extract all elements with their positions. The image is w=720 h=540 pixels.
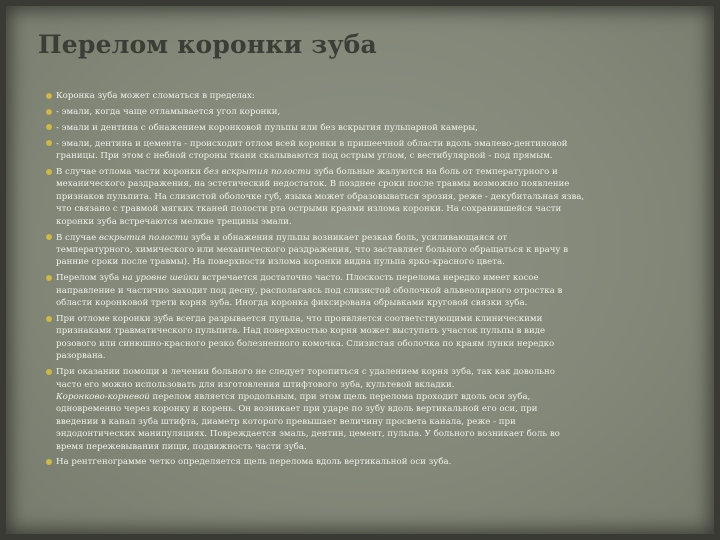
text-segment: При отломе коронки зуба всегда разрывается пульпа, что проявляется соответствующими клиническими (56, 314, 543, 324)
bullet-line (56, 244, 674, 256)
emphasized-text: на уровне шейки (122, 273, 200, 284)
bullet-line (56, 166, 674, 178)
text-segment: границы. При этом с небной стороны ткани скалываются под острым углом, с вестибулярной - под прямым. (56, 151, 553, 162)
text-segment: часто его можно использовать для изготовления штифтового зуба, культевой вкладки. (56, 379, 455, 390)
bullet-line (56, 272, 674, 284)
text-segment: разорвана. (56, 351, 106, 362)
text-segment: В случае (56, 232, 99, 243)
text-segment: - эмали, дентина и цемента - происходит отлом всей коронки в пришеечной области вдоль эмалево-дентиновой (56, 138, 568, 149)
bullet-item (46, 313, 674, 363)
bullet-line (56, 366, 674, 378)
emphasized-text: вскрытия полости (99, 232, 189, 243)
bullet-item (46, 138, 674, 163)
text-segment: коронки зуба встречаются мелкие трещины эмали. (56, 216, 292, 227)
text-segment: На рентгенограмме четко определяется щель перелома вдоль вертикальной оси зуба. (56, 457, 452, 468)
text-segment: зуба и обнажения пульпы возникает резкая боль, усиливающаяся от (188, 232, 508, 243)
bullet-line (56, 178, 674, 190)
text-segment: время пережевывания пищи, подвижность части зуба. (56, 441, 307, 452)
text-segment: Перелом зуба (56, 273, 122, 284)
bullet-line (56, 90, 674, 102)
bullet-line (56, 297, 674, 309)
emphasized-text: без вскрытия полости (203, 167, 311, 178)
bullet-line (56, 106, 674, 118)
bullet-line (56, 428, 674, 440)
text-segment: зуба больные жалуются на боль от температурного и (310, 167, 558, 178)
text-segment: - эмали, когда чаще отламывается угол коронки, (56, 106, 281, 117)
text-segment: что связано с травмой мягких тканей полости рта острыми краями излома коронки. На сохранившейся части (56, 204, 562, 215)
bullet-icon (46, 140, 52, 146)
bullet-list (46, 90, 674, 472)
text-segment: Коронка зуба может сломаться в пределах: (56, 91, 255, 101)
text-segment: ранние сроки после травмы). На поверхности излома коронки видна пульпа ярко-красного цвета. (56, 257, 505, 268)
bullet-line (56, 122, 674, 134)
bullet-icon (46, 316, 52, 322)
bullet-line (56, 313, 674, 325)
bullet-item (46, 232, 674, 269)
bullet-icon (46, 234, 52, 240)
bullet-line (56, 191, 674, 203)
text-segment: температурного, химического или механического раздражения, что заставляет больного обращаться к врачу в (56, 244, 569, 255)
bullet-line (56, 138, 674, 150)
text-segment: эндодонтических манипуляциях. Повреждается эмаль, дентин, цемент, пульпа. У больного возникает боль во (56, 429, 560, 440)
text-segment: признаков пульпита. На слизистой оболочке губ, языка может образовываться эрозия, реже - декубитальная язва, (56, 191, 585, 202)
bullet-line (56, 391, 674, 403)
text-segment: перелом является продольным, при этом щель перелома проходит вдоль оси зуба, (149, 391, 531, 402)
bullet-line (56, 456, 674, 468)
text-segment: розового или синюшно-красного резко болезненного комочка. Слизистая оболочка по краям лунки нередко (56, 338, 555, 349)
bullet-line (56, 285, 674, 297)
bullet-line (56, 441, 674, 453)
text-segment: одновременно через коронку и корень. Он возникает при ударе по зубу вдоль вертикальной его оси, при (56, 404, 538, 415)
bullet-line (56, 325, 674, 337)
text-segment: В случае отлома части коронки (56, 167, 204, 178)
text-segment: встречается достаточно часто. Плоскость перелома нередко имеет косое (199, 273, 539, 284)
bullet-item (46, 456, 674, 468)
text-segment: механического раздражения, на эстетический недостаток. В позднее сроки после травмы возможно появление (56, 179, 570, 190)
bullet-line (56, 150, 674, 162)
bullet-icon (46, 169, 52, 175)
text-segment: направление и частично заходит под десну, располагаясь под слизистой оболочкой альвеолярного отростка в (56, 285, 563, 296)
bullet-item (46, 106, 674, 118)
bullet-item (46, 272, 674, 309)
text-segment: области коронковой трети корня зуба. Иногда коронка фиксирована обрывками круговой связки зуба. (56, 298, 528, 309)
text-segment: При оказании помощи и лечении больного не следует торопиться с удалением корня зуба, так как довольно (56, 367, 555, 378)
bullet-line (56, 256, 674, 268)
bullet-line (56, 338, 674, 350)
bullet-line (56, 203, 674, 215)
bullet-item (46, 366, 674, 453)
bullet-item (46, 166, 674, 228)
text-segment: признаками травматического пульпита. Над поверхностью корня может выступать участок пульпы в виде (56, 326, 546, 337)
slide-title: Перелом коронки зуба (38, 30, 377, 59)
bullet-icon (46, 275, 52, 281)
bullet-icon (46, 124, 52, 130)
bullet-line (56, 403, 674, 415)
bullet-line (56, 216, 674, 228)
bullet-line (56, 232, 674, 244)
bullet-icon (46, 93, 52, 99)
bullet-icon (46, 109, 52, 115)
emphasized-text: Коронково-корневой (56, 391, 150, 402)
bullet-icon (46, 459, 52, 465)
bullet-item (46, 122, 674, 134)
bullet-item (46, 90, 674, 102)
bullet-line (56, 416, 674, 428)
text-segment: - эмали и дентина с обнажением коронковой пульпы или без вскрытия пульпарной камеры, (56, 122, 478, 133)
bullet-icon (46, 369, 52, 375)
bullet-line (56, 350, 674, 362)
text-segment: введении в канал зуба штифта, диаметр которого превышает величину просвета канала, реже - при (56, 416, 516, 427)
bullet-line (56, 379, 674, 391)
